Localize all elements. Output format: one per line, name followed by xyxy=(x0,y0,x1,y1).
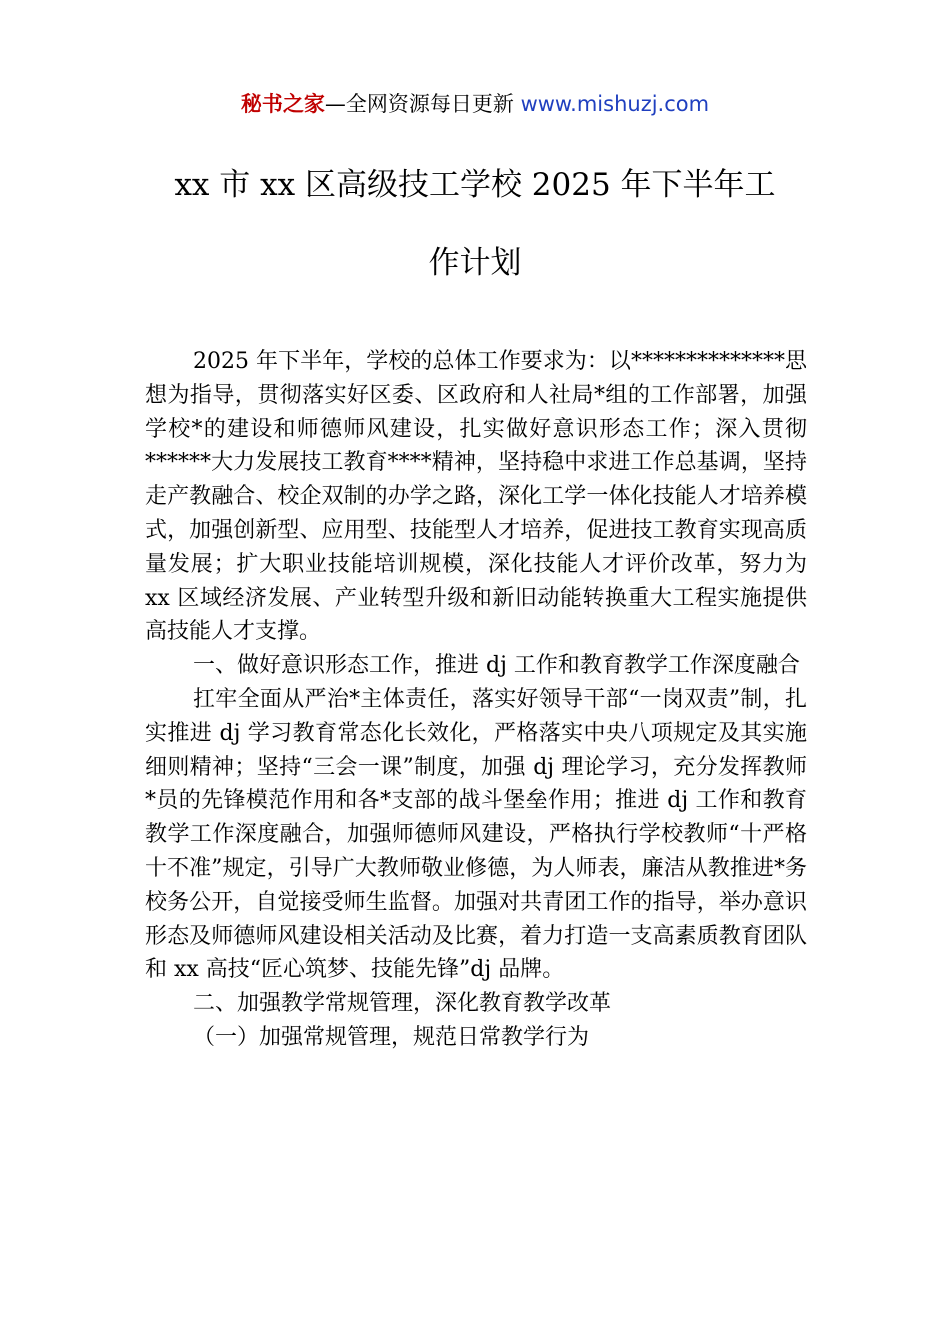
site-url-link[interactable]: www.mishuzj.com xyxy=(520,92,710,116)
document-title-line-2: 作计划 xyxy=(428,245,522,281)
section-heading-2: 二、加强教学常规管理，深化教育教学改革 xyxy=(193,991,612,1017)
document-body xyxy=(145,345,807,1055)
document-title-line-1: xx 市 xx 区高级技工学校 2025 年下半年工 xyxy=(174,167,776,203)
site-tagline: —全网资源每日更新 xyxy=(324,92,521,116)
site-header xyxy=(0,88,950,120)
intro-paragraph: 2025 年下半年，学校的总体工作要求为：以**************思想为指导，贯彻落实好区委、区政府和人社局*组的工作部署，加强学校*的建设和师德师风建设，扎实做好意识形态工作；深入贯彻******大力发展技工教育****精神，坚持稳中求进工作总基调，坚持走产教融合、校企双制的办学之路，深化工学一体化技能人才培养模式，加强创新型、应用型、技能型人才培养，促进技工教育实现高质量发展；扩大职业技能培训规模，深化技能人才评价改革，努力为 xx 区域经济发展、产业转型升级和新旧动能转换重大工程实施提供高技能人才支撑。 xyxy=(145,349,807,645)
site-brand: 秘书之家 xyxy=(240,92,325,116)
section-1-paragraph: 扛牢全面从严治*主体责任，落实好领导干部“一岗双责”制，扎实推进 dj 学习教育常态化长效化，严格落实中央八项规定及其实施细则精神；坚持“三会一课”制度，加强 dj 理论学习，充分发挥教师*员的先锋模范作用和各*支部的战斗堡垒作用；推进 dj 工作和教育教学工作深度融合，加强师德师风建设，严格执行学校教师“十严格十不准”规定，引导广大教师敬业修德，为人师表，廉洁从教推进*务校务公开，自觉接受师生监督。加强对共青团工作的指导，举办意识形态及师德师风建设相关活动及比赛，着力打造一支高素质教育团队和 xx 高技“匠心筑梦、技能先锋”dj 品牌。 xyxy=(145,686,807,983)
document-title xyxy=(140,160,810,288)
section-heading-1: 一、做好意识形态工作，推进 dj 工作和教育教学工作深度融合 xyxy=(193,653,800,679)
subsection-heading-2-1: （一）加强常规管理，规范日常教学行为 xyxy=(193,1024,590,1050)
